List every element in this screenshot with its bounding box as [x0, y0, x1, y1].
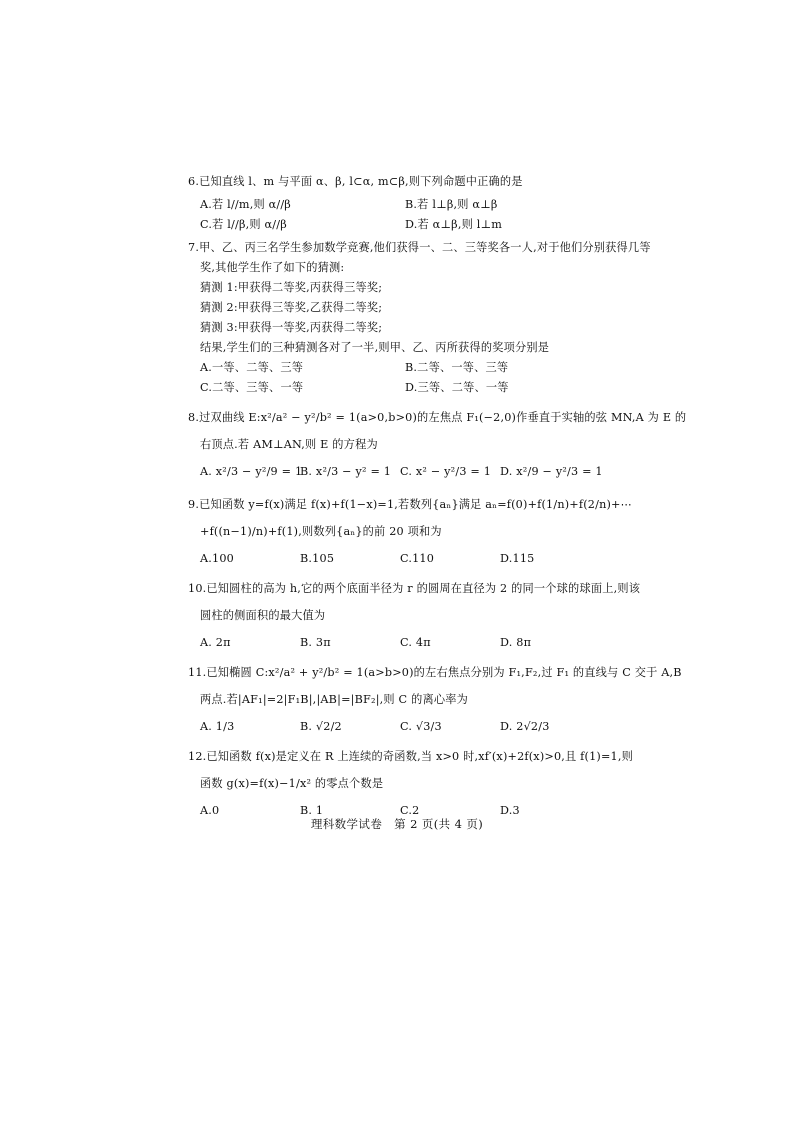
question-6: [188, 172, 618, 235]
question-8-stem-line-2: 右顶点.若 AM⊥AN,则 E 的方程为: [200, 438, 378, 451]
question-9-option-b: B.105: [300, 552, 335, 565]
question-10-option-d: D. 8π: [500, 636, 532, 649]
page-footer-text: 理科数学试卷 第 2 页(共 4 页): [310, 817, 484, 831]
question-8-option-a: A. x²/3 − y²/9 = 1: [200, 465, 303, 478]
question-7-option-c: C.二等、三等、一等: [200, 381, 304, 394]
question-10: [188, 575, 641, 656]
question-list: [188, 172, 687, 824]
question-10-option-a: A. 2π: [200, 636, 231, 649]
question-12: [188, 743, 633, 824]
question-12-option-c: C.2: [400, 804, 420, 817]
question-12-stem-line-2: 函数 g(x)=f(x)−1/x² 的零点个数是: [200, 777, 384, 790]
question-8-options: [188, 458, 618, 485]
question-10-option-c: C. 4π: [400, 636, 431, 649]
question-7-option-d: D.三等、二等、一等: [405, 381, 509, 394]
question-11-option-b: B. √2/2: [300, 720, 342, 733]
question-6-options: [188, 195, 618, 235]
question-8-option-d: D. x²/9 − y²/3 = 1: [500, 465, 603, 478]
question-11-option-d: D. 2√2/3: [500, 720, 550, 733]
question-12-stem-line-1: 12.已知函数 f(x)是定义在 R 上连续的奇函数,当 x>0 时,xf′(x)+2f(x)>0,且 f(1)=1,则: [188, 750, 633, 763]
question-12-option-b: B. 1: [300, 804, 324, 817]
question-9-options: [188, 545, 618, 572]
question-7-options: [188, 358, 618, 398]
question-7-guess-2: 猜测 2:甲获得三等奖,乙获得二等奖;: [200, 301, 383, 314]
question-6-option-a: A.若 l//m,则 α//β: [200, 198, 291, 211]
question-6-option-d: D.若 α⊥β,则 l⊥m: [405, 218, 503, 231]
question-10-stem-line-2: 圆柱的侧面积的最大值为: [200, 609, 326, 622]
question-7-option-b: B.二等、一等、三等: [405, 361, 509, 374]
question-7-stem-line-2: 奖,其他学生作了如下的猜测:: [200, 261, 345, 274]
question-7: [188, 238, 651, 398]
question-7-option-a: A.一等、二等、三等: [200, 361, 304, 374]
question-11-stem-line-1: 11.已知椭圆 C:x²/a² + y²/b² = 1(a>b>0)的左右焦点分别为 F₁,F₂,过 F₁ 的直线与 C 交于 A,B: [188, 666, 682, 679]
question-9-stem-line-1: 9.已知函数 y=f(x)满足 f(x)+f(1−x)=1,若数列{aₙ}满足 aₙ=f(0)+f(1/n)+f(2/n)+⋯: [188, 498, 633, 511]
question-10-option-b: B. 3π: [300, 636, 331, 649]
question-9-option-c: C.110: [400, 552, 435, 565]
question-9-option-a: A.100: [200, 552, 234, 565]
question-11-option-c: C. √3/3: [400, 720, 442, 733]
question-11-options: [188, 713, 618, 740]
question-7-guess-3: 猜测 3:甲获得一等奖,丙获得二等奖;: [200, 321, 383, 334]
question-11-stem-line-2: 两点.若|AF₁|=2|F₁B|,|AB|=|BF₂|,则 C 的离心率为: [200, 693, 469, 706]
question-9: [188, 491, 633, 572]
question-8: [188, 404, 687, 485]
question-9-stem-line-2: +f((n−1)/n)+f(1),则数列{aₙ}的前 20 项和为: [200, 525, 442, 538]
question-6-option-c: C.若 l//β,则 α//β: [200, 218, 287, 231]
question-7-guess-1: 猜测 1:甲获得二等奖,丙获得三等奖;: [200, 281, 383, 294]
question-6-option-b: B.若 l⊥β,则 α⊥β: [405, 198, 498, 211]
question-7-stem-line-6: 结果,学生们的三种猜测各对了一半,则甲、乙、丙所获得的奖项分别是: [200, 341, 550, 354]
question-10-options: [188, 629, 618, 656]
question-9-option-d: D.115: [500, 552, 535, 565]
question-12-option-d: D.3: [500, 804, 520, 817]
question-8-option-c: C. x² − y²/3 = 1: [400, 465, 492, 478]
question-10-stem-line-1: 10.已知圆柱的高为 h,它的两个底面半径为 r 的圆周在直径为 2 的同一个球的球面上,则该: [188, 582, 641, 595]
question-7-stem-line-1: 7.甲、乙、丙三名学生参加数学竞赛,他们获得一、二、三等奖各一人,对于他们分别获得几等: [188, 241, 651, 254]
question-11-option-a: A. 1/3: [200, 720, 235, 733]
question-8-stem-line-1: 8.过双曲线 E:x²/a² − y²/b² = 1(a>0,b>0)的左焦点 F₁(−2,0)作垂直于实轴的弦 MN,A 为 E 的: [188, 411, 687, 424]
question-8-option-b: B. x²/3 − y² = 1: [300, 465, 392, 478]
page-footer: [0, 816, 794, 832]
question-11: [188, 659, 682, 740]
question-12-option-a: A.0: [200, 804, 220, 817]
question-6-stem: 6.已知直线 l、m 与平面 α、β, l⊂α, m⊂β,则下列命题中正确的是: [188, 175, 523, 188]
